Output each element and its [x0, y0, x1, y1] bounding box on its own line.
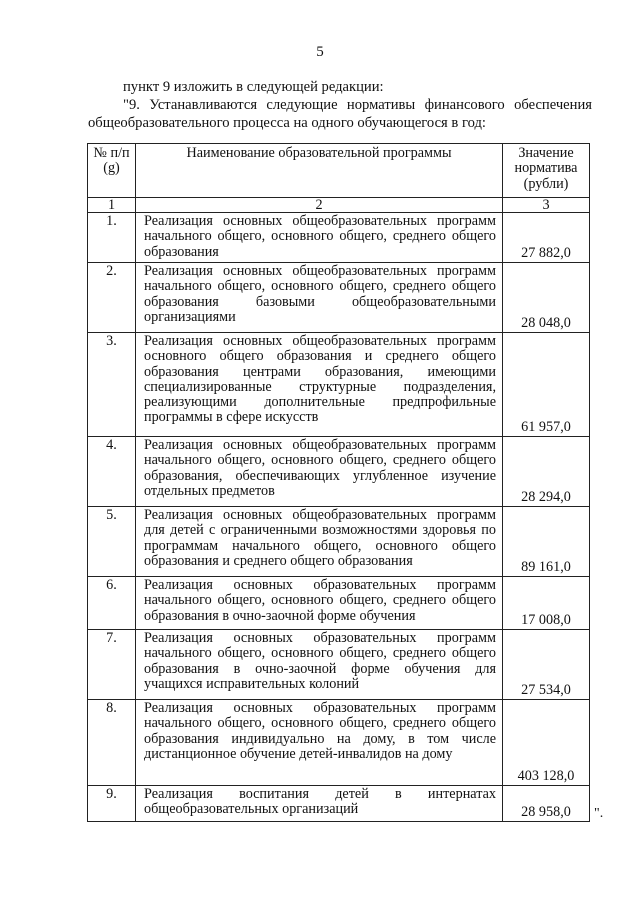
table-row	[88, 507, 590, 577]
intro-line-3: общеобразовательного процесса на одного обучающегося в год:	[88, 115, 486, 131]
standard-value: 17 008,0	[503, 577, 590, 630]
row-number: 4.	[88, 437, 136, 507]
column-index-row	[88, 198, 590, 213]
table-row	[88, 437, 590, 507]
standard-value: 61 957,0	[503, 333, 590, 437]
row-number: 3.	[88, 333, 136, 437]
program-name: Реализация основных общеобразовательных программ начального общего, основного общего, среднего общего образования	[136, 213, 503, 263]
table-header-row	[88, 144, 590, 198]
column-index: 3	[503, 198, 590, 213]
table-row	[88, 263, 590, 333]
column-index: 2	[136, 198, 503, 213]
page-number: 5	[316, 44, 324, 60]
intro-line-2: "9. Устанавливаются следующие нормативы финансового обеспечения	[123, 97, 592, 113]
table-row	[88, 333, 590, 437]
table-row	[88, 213, 590, 263]
header-program-name: Наименование образовательной программы	[136, 144, 503, 198]
standard-value: 28 294,0	[503, 437, 590, 507]
program-name: Реализация основных образовательных программ начального общего, основного общего, среднего общего образования в очно-заочной форме обучения	[136, 577, 503, 630]
row-number: 7.	[88, 630, 136, 700]
row-number: 9.	[88, 786, 136, 822]
standards-table	[87, 143, 590, 822]
program-name: Реализация основных общеобразовательных программ начального общего, основного общего, среднего общего образования базовыми общеобразовательными организациями	[136, 263, 503, 333]
intro-line-1: пункт 9 изложить в следующей редакции:	[123, 79, 384, 95]
standard-value: 27 882,0	[503, 213, 590, 263]
program-name: Реализация основных общеобразовательных программ для детей с ограниченными возможностями здоровья по программам начального общего, основного общего образования и среднего общего образования	[136, 507, 503, 577]
table-row	[88, 786, 590, 822]
header-value-line-2: норматива	[514, 160, 578, 177]
header-number-line-2: (g)	[103, 160, 120, 177]
table-row	[88, 630, 590, 700]
standard-value: 27 534,0	[503, 630, 590, 700]
header-value	[503, 144, 590, 198]
table-row	[88, 577, 590, 630]
row-number: 1.	[88, 213, 136, 263]
row-number: 8.	[88, 700, 136, 786]
program-name: Реализация основных образовательных программ начального общего, основного общего, среднего общего образования индивидуально на дому, в том числе дистанционное обучение детей-инвалидов на дому	[136, 700, 503, 786]
header-number	[88, 144, 136, 198]
row-number: 2.	[88, 263, 136, 333]
closing-quote: ".	[594, 806, 604, 821]
column-index: 1	[88, 198, 136, 213]
header-value-line-1: Значение	[518, 145, 574, 161]
row-number: 6.	[88, 577, 136, 630]
standard-value: 403 128,0	[503, 700, 590, 786]
standard-value: 28 958,0	[503, 786, 590, 822]
standard-value: 89 161,0	[503, 507, 590, 577]
header-number-line-1: № п/п	[93, 145, 130, 161]
program-name: Реализация основных общеобразовательных программ начального общего, основного общего, среднего общего образования, обеспечивающих углубленное изучение отдельных предметов	[136, 437, 503, 507]
row-number: 5.	[88, 507, 136, 577]
standard-value: 28 048,0	[503, 263, 590, 333]
program-name: Реализация основных образовательных программ начального общего, основного общего, среднего общего образования в очно-заочной форме обучения для учащихся исправительных колоний	[136, 630, 503, 700]
program-name: Реализация основных общеобразовательных программ основного общего образования и среднего общего образования центрами образования, имеющими специализированные структурные подразделения, реализующими дополнительные предпрофильные программы в сфере искусств	[136, 333, 503, 437]
program-name: Реализация воспитания детей в интернатах общеобразовательных организаций	[136, 786, 503, 822]
header-value-line-3: (рубли)	[523, 175, 569, 192]
intro-text	[88, 78, 592, 132]
table-row	[88, 700, 590, 786]
